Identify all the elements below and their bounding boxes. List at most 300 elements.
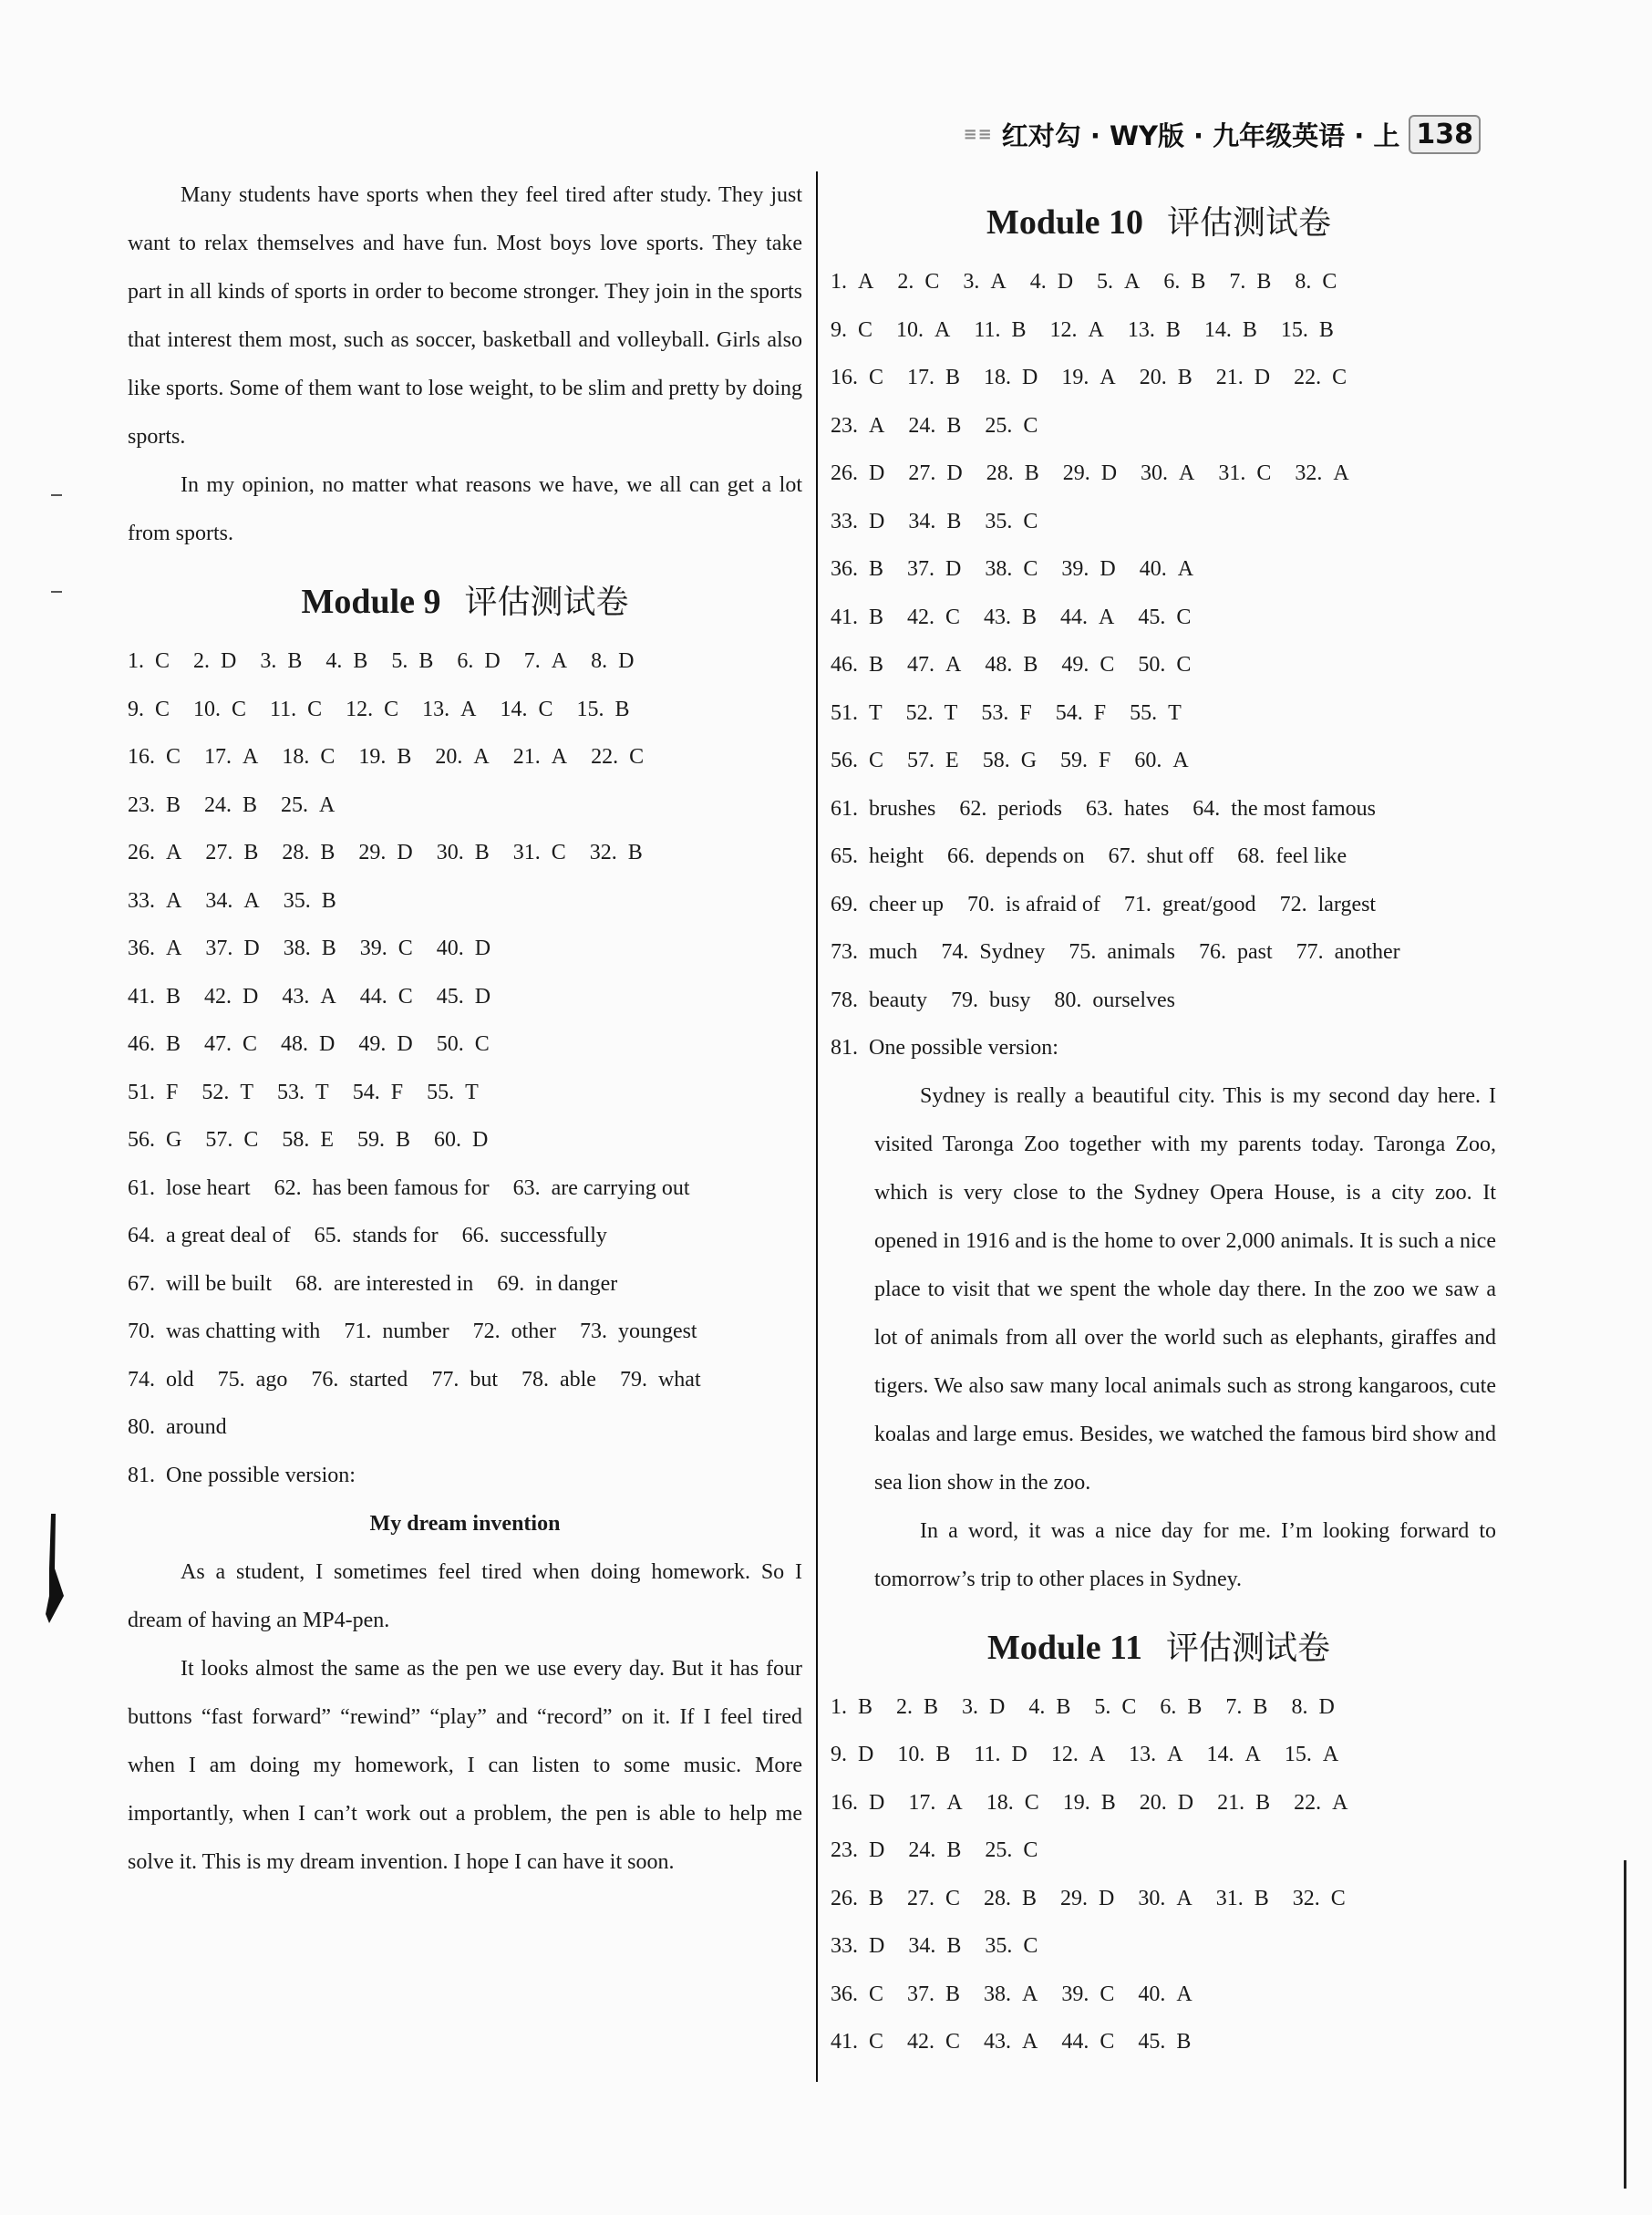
question-number: 57. xyxy=(205,1128,233,1152)
answer-value: animals xyxy=(1107,940,1175,964)
answer-value: A xyxy=(1244,1743,1261,1766)
answer-item xyxy=(959,785,1062,833)
answer-value: cheer up xyxy=(869,892,944,916)
answer-item xyxy=(1285,1731,1338,1779)
answer-item xyxy=(204,781,257,830)
answer-value: C xyxy=(1332,366,1347,389)
question-number: 45. xyxy=(436,984,464,1009)
answer-value: much xyxy=(869,940,918,964)
question-number: 23. xyxy=(831,1838,858,1862)
answer-value: feel like xyxy=(1275,844,1347,868)
question-number: 21. xyxy=(1215,366,1244,389)
question-number: 5. xyxy=(1097,270,1114,294)
question-number: 7. xyxy=(1229,270,1246,294)
answer-value: C xyxy=(243,1032,258,1056)
answer-item xyxy=(831,306,872,355)
question-number: 28. xyxy=(986,461,1014,485)
answer-item xyxy=(831,641,883,689)
answer-item xyxy=(1218,450,1271,498)
question-number: 42. xyxy=(907,2030,935,2054)
answer-item xyxy=(580,1308,697,1356)
answer-value: D xyxy=(1022,366,1038,389)
question-number: 61. xyxy=(128,1175,155,1200)
question-number: 48. xyxy=(985,653,1013,677)
question-number: 18. xyxy=(986,1790,1014,1815)
answer-value: C xyxy=(1176,653,1192,677)
answer-value: what xyxy=(657,1367,701,1392)
answer-value: D xyxy=(1100,557,1116,581)
answer-value: C xyxy=(1330,1886,1346,1910)
question-number: 49. xyxy=(358,1032,387,1056)
answer-item xyxy=(591,637,634,686)
answer-value: B xyxy=(1254,1886,1269,1910)
answer-row xyxy=(128,829,802,877)
answer-value: D xyxy=(243,937,260,960)
question-number: 47. xyxy=(204,1032,232,1056)
answer-item xyxy=(513,829,566,877)
question-number: 26. xyxy=(831,1886,858,1910)
answer-item xyxy=(128,1356,194,1404)
answer-item xyxy=(315,1212,439,1260)
question-number: 37. xyxy=(907,557,935,581)
answer-item xyxy=(1160,1683,1202,1732)
question-number: 79. xyxy=(950,988,978,1012)
answer-value: youngest xyxy=(617,1320,697,1343)
question-number: 4. xyxy=(1029,270,1047,294)
answer-item xyxy=(908,1827,961,1875)
question-number: 30. xyxy=(1138,1886,1166,1910)
answer-item xyxy=(1225,1683,1267,1732)
answer-value: C xyxy=(474,1032,490,1056)
answer-item xyxy=(358,733,411,781)
answer-item xyxy=(831,689,883,738)
question-number: 41. xyxy=(831,2030,858,2054)
answer-row xyxy=(128,1020,802,1069)
answer-item xyxy=(457,637,500,686)
answer-row xyxy=(831,881,1496,929)
answer-item xyxy=(1140,1779,1193,1827)
question-number: 27. xyxy=(907,1886,935,1910)
answer-item xyxy=(831,833,924,881)
answer-value: D xyxy=(1318,1694,1335,1719)
answer-item xyxy=(513,733,567,781)
answer-value: C xyxy=(1023,1838,1038,1862)
answer-value: C xyxy=(1023,509,1038,533)
answer-item xyxy=(1060,1875,1114,1923)
answer-row xyxy=(831,1922,1496,1971)
answer-value: C xyxy=(869,749,884,772)
answer-row xyxy=(831,785,1496,833)
answer-row xyxy=(128,1308,802,1356)
answer-value: B xyxy=(614,697,630,721)
answer-value: A xyxy=(1124,270,1141,294)
answer-row xyxy=(128,1164,802,1213)
answer-value: C xyxy=(320,745,336,769)
answer-item xyxy=(1109,833,1214,881)
answer-value: D xyxy=(1100,461,1118,485)
answer-item xyxy=(906,689,958,738)
answer-item xyxy=(284,925,336,973)
question-number: 11. xyxy=(974,1743,1001,1766)
answer-value: B xyxy=(353,649,368,673)
question-number: 44. xyxy=(359,984,387,1009)
answer-value: B xyxy=(627,841,643,864)
answer-item xyxy=(353,1069,403,1117)
question-number: 29. xyxy=(1062,461,1090,485)
answer-item xyxy=(831,1922,884,1971)
answer-value: B xyxy=(1024,461,1039,485)
answer-item xyxy=(941,928,1045,977)
answer-value: B xyxy=(1100,1790,1116,1815)
answer-item xyxy=(1134,737,1188,785)
answer-item xyxy=(1294,354,1347,402)
question-number: 2. xyxy=(193,649,211,673)
question-number: 43. xyxy=(984,605,1012,629)
question-number: 81. xyxy=(128,1463,155,1487)
question-number: 12. xyxy=(1049,317,1078,342)
answer-item xyxy=(1069,928,1175,977)
answer-value: B xyxy=(935,1743,951,1766)
answer-item xyxy=(128,829,181,877)
answer-item xyxy=(270,686,322,734)
answer-value: C xyxy=(945,1886,961,1910)
question-number: 21. xyxy=(512,745,541,769)
question-number: 33. xyxy=(831,509,858,533)
answer-item xyxy=(1049,306,1103,355)
module-11-answer-list xyxy=(821,1683,1496,2066)
question-number: 53. xyxy=(981,700,1009,725)
question-number: 27. xyxy=(205,841,233,864)
answer-value: B xyxy=(869,1886,884,1910)
answer-item xyxy=(284,877,336,926)
question-number: 65. xyxy=(314,1224,342,1247)
question-number: 71. xyxy=(1123,892,1151,916)
answer-item xyxy=(128,1260,272,1309)
question-number: 13. xyxy=(1129,1743,1157,1766)
answer-value: D xyxy=(618,649,635,673)
answer-value: B xyxy=(858,1694,873,1719)
answer-item xyxy=(1061,1971,1114,2019)
question-number: 11. xyxy=(270,697,297,721)
answer-value: D xyxy=(946,461,963,485)
question-number: 27. xyxy=(908,461,936,485)
answer-item xyxy=(1216,1875,1269,1923)
question-number: 28. xyxy=(282,841,310,864)
answer-item xyxy=(1063,450,1117,498)
question-number: 6. xyxy=(457,649,474,673)
answer-item xyxy=(1124,881,1256,929)
answer-value: T xyxy=(869,700,883,725)
question-number: 9. xyxy=(831,1743,847,1766)
answer-row xyxy=(831,1683,1496,1732)
question-number: 35. xyxy=(985,509,1013,533)
answer-value: C xyxy=(869,1982,884,2006)
answer-item xyxy=(513,1164,690,1213)
question-number: 81. xyxy=(831,1036,858,1060)
answer-row xyxy=(831,1875,1496,1923)
answer-item xyxy=(896,306,950,355)
question-number: 52. xyxy=(201,1080,230,1104)
answer-value: D xyxy=(474,937,491,960)
answer-value: D xyxy=(221,649,237,673)
question-number: 10. xyxy=(896,317,924,342)
question-number: 49. xyxy=(1061,653,1089,677)
answer-item xyxy=(357,1116,410,1164)
question-number: 24. xyxy=(908,413,936,438)
question-number: 75. xyxy=(217,1367,245,1392)
question-number: 50. xyxy=(436,1032,464,1056)
answer-value: will be built xyxy=(166,1271,272,1296)
question-number: 35. xyxy=(283,888,311,913)
question-number: 72. xyxy=(1279,892,1307,916)
answer-item xyxy=(1199,928,1273,977)
answer-value: B xyxy=(397,745,412,769)
answer-value: great/good xyxy=(1162,892,1256,916)
question-number: 4. xyxy=(1028,1694,1046,1719)
question-number: 56. xyxy=(831,749,858,772)
question-number: 76. xyxy=(1198,940,1226,964)
answer-item xyxy=(986,1779,1039,1827)
answer-item xyxy=(282,829,335,877)
answer-value: B xyxy=(243,841,259,864)
answer-item xyxy=(437,973,490,1021)
answer-item xyxy=(201,1069,253,1117)
question-number: 62. xyxy=(274,1175,302,1200)
answer-item xyxy=(985,1827,1038,1875)
answer-item xyxy=(204,733,258,781)
question-number: 22. xyxy=(1294,1790,1322,1815)
question-number: 25. xyxy=(985,1838,1013,1862)
answer-row xyxy=(128,877,802,926)
answer-value: A xyxy=(1176,1886,1193,1910)
answer-value: D xyxy=(243,984,259,1009)
answer-item xyxy=(205,1116,258,1164)
question-number: 30. xyxy=(1141,461,1169,485)
module-10-answer-list xyxy=(821,258,1496,1072)
answer-value: A xyxy=(858,270,874,294)
question-number: 2. xyxy=(897,270,914,294)
answer-item xyxy=(1138,1875,1192,1923)
question-number: 72. xyxy=(472,1320,501,1343)
answer-value: height xyxy=(869,844,924,868)
sydney-paragraph-1: Sydney is really a beautiful city. This is my second day here. I visited Taronga Zoo together with my parents today. Taronga Zoo, which is very close to the Sydney Opera House, is a city zoo. It opened in 1916 and is the home to over 2,000 animals. It is such a nice place to visit that we spent the whole day there. In the zoo we saw a lot of animals from all over the world such as elephants, giraffes and tigers. We also saw many local animals such as strong kangaroos, cute koalas and large emus. Besides, we watched the famous bird show and sea lion show in the zoo. xyxy=(874,1083,1496,1495)
answer-item xyxy=(204,973,258,1021)
answer-item xyxy=(897,1731,950,1779)
answer-item xyxy=(524,637,567,686)
answer-item xyxy=(1281,306,1334,355)
answer-item xyxy=(1061,545,1115,594)
question-number: 29. xyxy=(358,841,387,864)
question-number: 32. xyxy=(589,841,617,864)
answer-value: B xyxy=(1318,317,1334,342)
answer-value: C xyxy=(551,841,566,864)
question-number: 19. xyxy=(1061,366,1089,389)
answer-item xyxy=(1128,306,1181,355)
question-number: 60. xyxy=(1134,749,1162,772)
answer-value: D xyxy=(397,1032,413,1056)
answer-item xyxy=(205,829,258,877)
margin-tick xyxy=(51,591,62,593)
right-column xyxy=(816,171,1496,2082)
answer-value: T xyxy=(315,1080,329,1104)
question-number: 1. xyxy=(128,649,144,673)
question-number: 13. xyxy=(1127,317,1155,342)
question-number: 69. xyxy=(497,1271,525,1296)
question-number: 63. xyxy=(512,1175,541,1200)
answer-item xyxy=(128,1403,227,1452)
answer-item xyxy=(128,637,170,686)
answer-value: old xyxy=(166,1367,194,1392)
answer-item xyxy=(1295,450,1348,498)
answer-item xyxy=(1061,641,1114,689)
question-number: 2. xyxy=(896,1694,914,1719)
answer-item xyxy=(128,733,181,781)
question-number: 7. xyxy=(523,649,541,673)
question-number: 80. xyxy=(1054,988,1082,1012)
answer-row xyxy=(831,977,1496,1025)
answer-value: A xyxy=(1322,1743,1339,1766)
answer-item xyxy=(435,733,489,781)
answer-value: D xyxy=(869,1790,885,1815)
answer-item xyxy=(295,1260,473,1309)
question-number: 42. xyxy=(907,605,935,629)
answer-item xyxy=(1086,785,1169,833)
answer-item xyxy=(967,881,1100,929)
answer-value: B xyxy=(1165,317,1181,342)
answer-value: in danger xyxy=(535,1271,618,1296)
answer-value: but xyxy=(470,1367,498,1392)
question-number: 68. xyxy=(295,1271,323,1296)
question-number: 45. xyxy=(1138,2030,1166,2054)
answer-value: periods xyxy=(997,796,1062,821)
answer-item xyxy=(831,1875,883,1923)
answer-item xyxy=(951,977,1030,1025)
answer-value: B xyxy=(474,841,490,864)
question-number: 13. xyxy=(422,697,450,721)
question-number: 39. xyxy=(1061,557,1089,581)
answer-value: busy xyxy=(988,988,1031,1012)
answer-item xyxy=(205,877,259,926)
answer-value: B xyxy=(243,792,258,817)
question-number: 45. xyxy=(1138,605,1166,629)
answer-item xyxy=(1229,258,1271,306)
answer-item xyxy=(325,637,367,686)
answer-item xyxy=(437,1020,490,1069)
question-number: 34. xyxy=(908,1934,936,1958)
question-number: 9. xyxy=(831,317,847,342)
answer-value: A xyxy=(946,1790,963,1815)
answer-value: C xyxy=(924,270,940,294)
answer-item xyxy=(986,450,1039,498)
answer-value: A xyxy=(319,792,336,817)
question-number: 15. xyxy=(1284,1743,1312,1766)
question-number: 66. xyxy=(461,1224,490,1247)
answer-value: C xyxy=(155,697,170,721)
answer-item xyxy=(1204,306,1257,355)
answer-item xyxy=(1217,1779,1270,1827)
answer-item xyxy=(831,1731,873,1779)
answer-item xyxy=(984,2018,1038,2066)
question-number: 21. xyxy=(1217,1790,1245,1815)
answer-row xyxy=(128,733,802,781)
question-number: 16. xyxy=(831,1790,858,1815)
sydney-paragraph-2: In a word, it was a nice day for me. I’m looking forward to tomorrow’s trip to other places in Sydney. xyxy=(874,1518,1496,1591)
question-number: 38. xyxy=(985,557,1013,581)
question-number: 58. xyxy=(282,1128,310,1152)
answer-item xyxy=(981,689,1031,738)
question-number: 47. xyxy=(907,653,935,677)
answer-value: B xyxy=(945,1982,961,2006)
answer-value: E xyxy=(945,749,959,772)
answer-row xyxy=(831,402,1496,450)
answer-value: A xyxy=(1022,2030,1038,2054)
question-number: 43. xyxy=(984,2030,1012,2054)
question-number: 77. xyxy=(431,1367,459,1392)
answer-value: G xyxy=(1020,749,1038,772)
answer-value: C xyxy=(538,697,553,721)
answer-item xyxy=(346,686,398,734)
answer-item xyxy=(831,881,944,929)
answer-value: C xyxy=(1256,461,1272,485)
answer-value: D xyxy=(869,461,885,485)
answer-value: B xyxy=(869,653,884,677)
question-number: 36. xyxy=(831,557,858,581)
answer-item xyxy=(274,1164,490,1213)
answer-value: C xyxy=(1100,1982,1115,2006)
module-9-title: Module 9 评估测试卷 xyxy=(301,583,629,621)
question-number: 5. xyxy=(391,649,408,673)
question-number: 75. xyxy=(1069,940,1097,964)
question-number: 35. xyxy=(985,1934,1013,1958)
page-header xyxy=(964,115,1481,154)
question-number: 18. xyxy=(984,366,1012,389)
answer-value: A xyxy=(1179,461,1195,485)
answer-row xyxy=(128,925,802,973)
answer-item xyxy=(590,829,643,877)
question-number: 15. xyxy=(576,697,604,721)
answer-value: One possible version: xyxy=(869,1036,1058,1060)
book-series-title: 红对勾 · WY版 · 九年级英语 · 上 xyxy=(1001,120,1400,151)
question-number: 40. xyxy=(1139,557,1167,581)
answer-item xyxy=(1061,354,1115,402)
question-number: 39. xyxy=(1061,1982,1089,2006)
answer-item xyxy=(831,1779,884,1827)
answer-value: C xyxy=(1024,1790,1039,1815)
answer-item xyxy=(831,928,917,977)
answer-item xyxy=(984,1971,1038,2019)
answer-value: F xyxy=(1019,700,1032,725)
answer-item xyxy=(1163,258,1205,306)
question-number: 29. xyxy=(1060,1886,1089,1910)
answer-item xyxy=(908,1922,961,1971)
answer-item xyxy=(1138,2018,1191,2066)
answer-item xyxy=(128,1452,356,1500)
answer-item xyxy=(896,1683,938,1732)
answer-row xyxy=(831,1971,1496,2019)
answer-item xyxy=(831,354,883,402)
question-number: 76. xyxy=(311,1367,339,1392)
answer-value: T xyxy=(240,1080,254,1104)
answer-item xyxy=(1138,594,1191,642)
answer-item xyxy=(907,354,960,402)
answer-row xyxy=(831,2018,1496,2066)
question-number: 34. xyxy=(908,509,936,533)
answer-value: B xyxy=(166,1032,181,1056)
question-number: 73. xyxy=(579,1320,607,1343)
question-number: 8. xyxy=(591,649,608,673)
answer-value: successfully xyxy=(500,1224,607,1247)
answer-value: C xyxy=(869,2030,884,2054)
